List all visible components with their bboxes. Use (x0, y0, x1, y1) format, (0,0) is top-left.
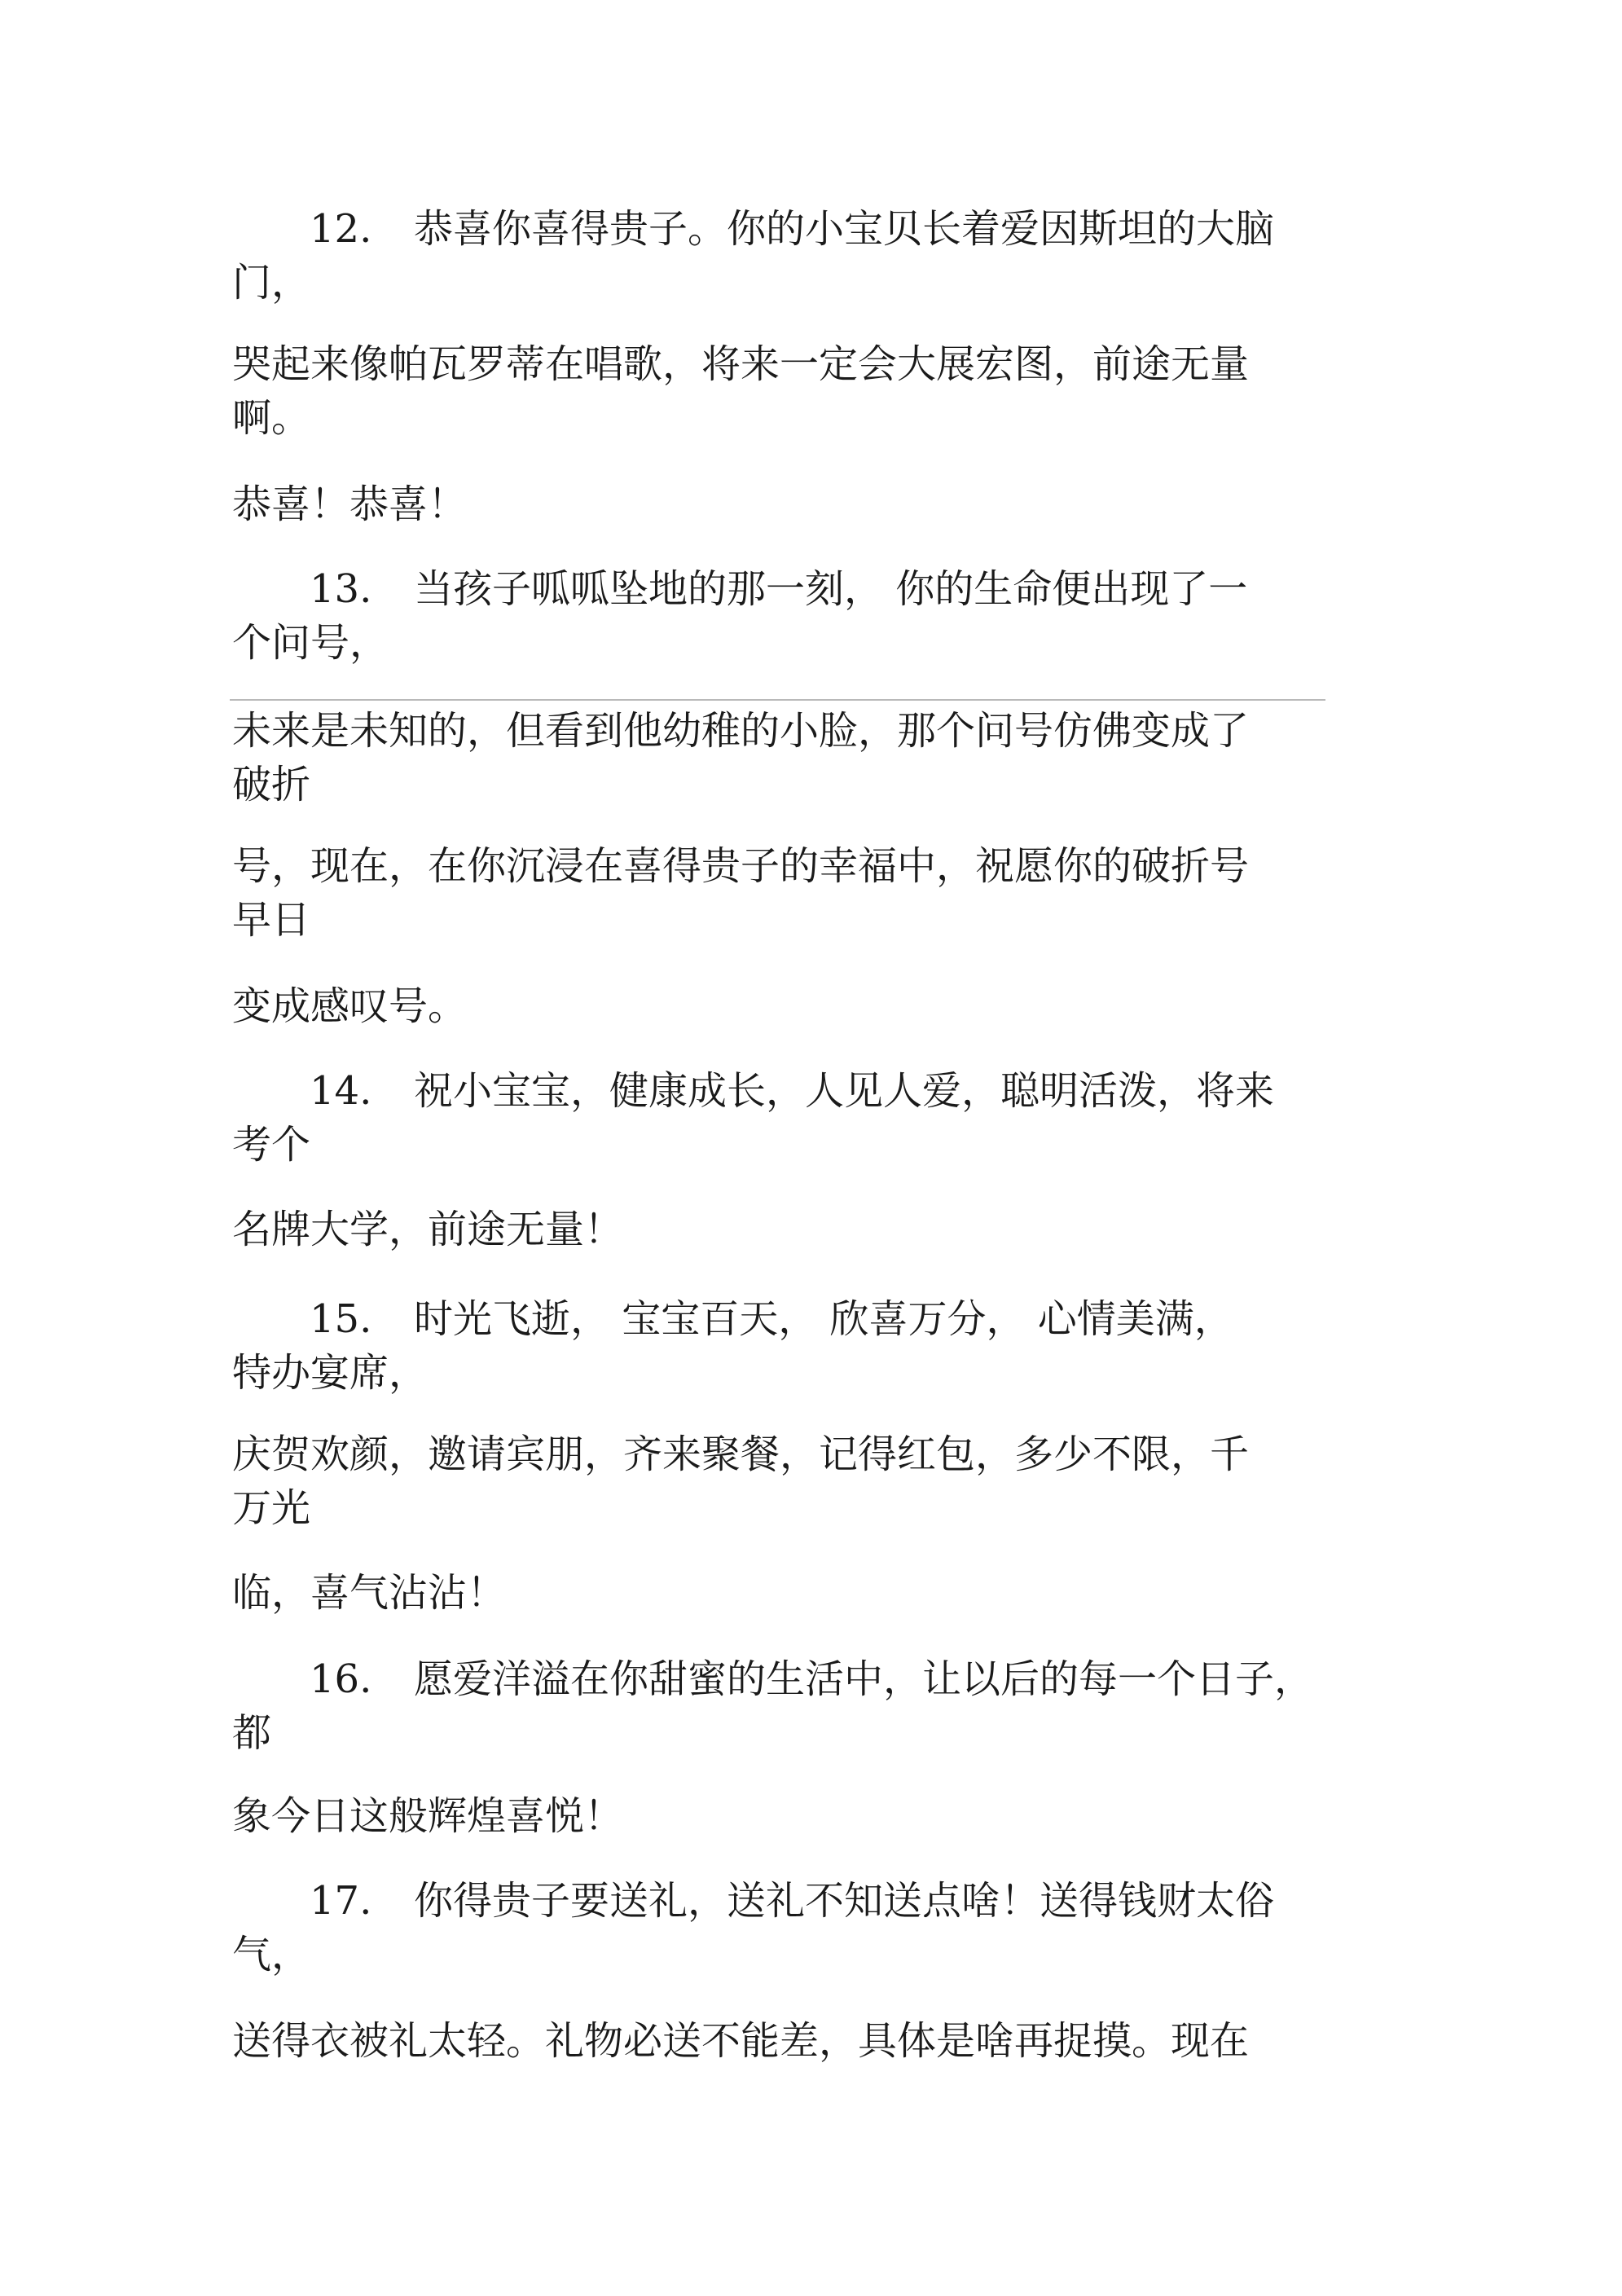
paragraph-text: 时光飞逝， 宝宝百天， 欣喜万分， 心情美满， (414, 1296, 1233, 1342)
paragraph-16-line-2: 都 (232, 1710, 272, 1756)
paragraph-17-line-2: 气， (232, 1932, 311, 1977)
paragraph-12-line-3: 哭起来像帕瓦罗蒂在唱歌，将来一定会大展宏图，前途无量 (232, 341, 1250, 387)
paragraph-text: 你得贵子要送礼，送礼不知送点啥！送得钱财太俗 (414, 1878, 1275, 1924)
paragraph-14-line-1 (310, 1067, 1274, 1115)
paragraph-13-line-5: 号，现在，在你沉浸在喜得贵子的幸福中，祝愿你的破折号 (232, 843, 1250, 889)
paragraph-13-line-6: 早日 (232, 897, 311, 943)
paragraph-13-line-7: 变成感叹号。 (232, 983, 468, 1029)
item-number: 17. (310, 1878, 372, 1924)
paragraph-12-line-4: 啊。 (232, 395, 311, 441)
paragraph-14-line-3: 名牌大学，前途无量！ (232, 1207, 624, 1252)
paragraph-15-line-4: 万光 (232, 1485, 311, 1531)
paragraph-text: 愿爱洋溢在你甜蜜的生活中，让以后的每一个日子， (414, 1656, 1314, 1702)
paragraph-text: 当孩子呱呱坠地的那一刻， 你的生命便出现了一 (414, 566, 1248, 612)
paragraph-12-line-5: 恭喜！恭喜！ (232, 482, 468, 527)
paragraph-17-line-3: 送得衣被礼太轻。礼物必送不能差，具体是啥再捉摸。现在 (232, 2018, 1250, 2064)
paragraph-16-line-1 (310, 1656, 1313, 1703)
paragraph-15-line-5: 临，喜气沾沾！ (232, 1570, 507, 1616)
paragraph-16-line-3: 象今日这般辉煌喜悦！ (232, 1793, 624, 1839)
horizontal-divider (230, 699, 1325, 701)
paragraph-13-line-3: 未来是未知的，但看到他幼稚的小脸，那个问号仿佛变成了 (232, 708, 1250, 754)
paragraph-12-line-1 (310, 205, 1274, 253)
paragraph-14-line-2: 考个 (232, 1122, 311, 1168)
paragraph-15-line-3: 庆贺欢颜，邀请宾朋，齐来聚餐，记得红包，多少不限，千 (232, 1432, 1250, 1477)
paragraph-12-line-2: 门， (232, 260, 311, 306)
paragraph-15-line-1 (310, 1295, 1233, 1343)
item-number: 12. (310, 206, 372, 252)
paragraph-text: 恭喜你喜得贵子。你的小宝贝长着爱因斯坦的大脑 (414, 206, 1275, 252)
paragraph-text: 祝小宝宝，健康成长，人见人爱，聪明活泼，将来 (414, 1068, 1275, 1114)
paragraph-17-line-1 (310, 1877, 1274, 1924)
paragraph-13-line-1 (310, 565, 1247, 613)
paragraph-15-line-2: 特办宴席， (232, 1350, 429, 1396)
item-number: 14. (310, 1068, 372, 1114)
item-number: 15. (310, 1296, 372, 1342)
item-number: 16. (310, 1656, 372, 1702)
paragraph-13-line-2: 个问号， (232, 620, 389, 666)
item-number: 13. (310, 566, 372, 612)
paragraph-13-line-4: 破折 (232, 762, 311, 807)
